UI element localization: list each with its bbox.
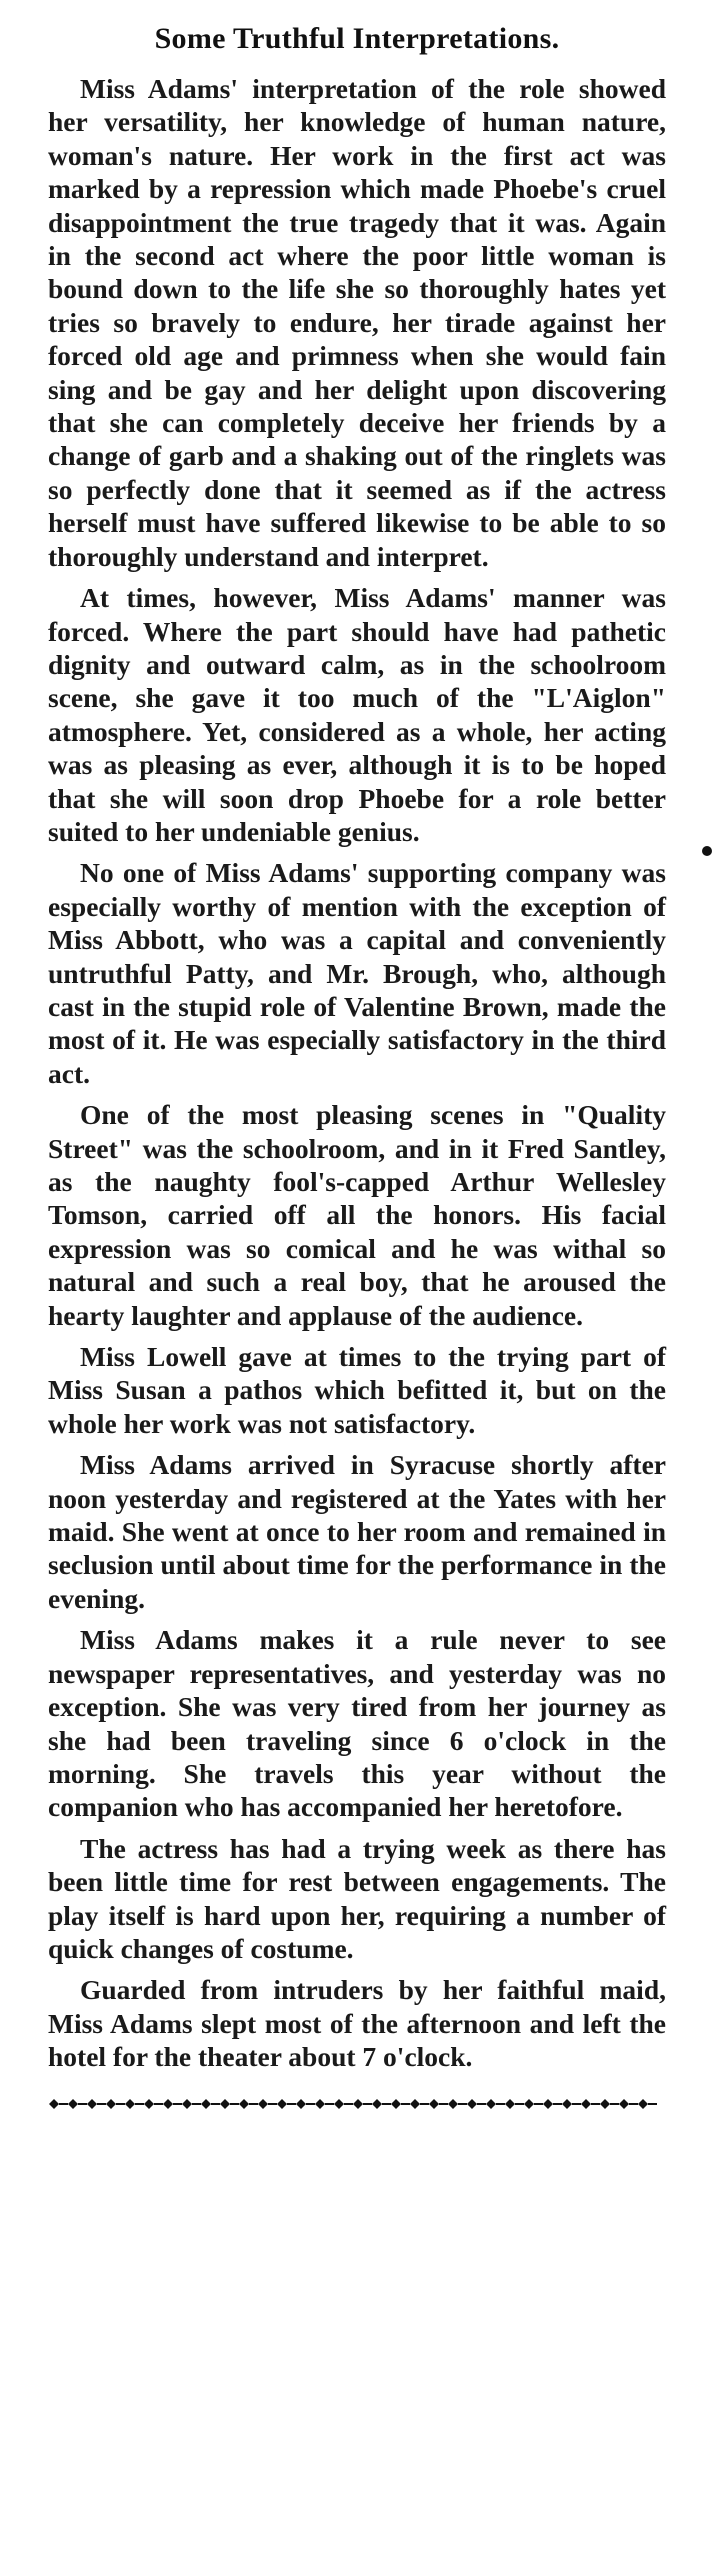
- rule-dash-mark: [439, 2103, 448, 2105]
- rule-diamond-mark: [239, 2099, 249, 2109]
- rule-diamond-mark: [144, 2099, 154, 2109]
- rule-diamond-mark: [315, 2099, 325, 2109]
- rule-diamond-mark: [524, 2099, 534, 2109]
- rule-dash-mark: [268, 2103, 277, 2105]
- rule-dash-mark: [344, 2103, 353, 2105]
- article-paragraph-9: Guarded from intruders by her faithful maid, Miss Adams slept most of the afternoon and left the hotel for the theater about 7 o'clock.: [48, 1974, 666, 2073]
- article-column: [48, 22, 666, 2112]
- rule-dash-mark: [382, 2103, 391, 2105]
- rule-diamond-mark: [220, 2099, 230, 2109]
- rule-diamond-mark: [581, 2099, 591, 2109]
- rule-dash-mark: [648, 2103, 657, 2105]
- rule-diamond-mark: [106, 2099, 116, 2109]
- rule-dash-mark: [610, 2103, 619, 2105]
- article-paragraph-8: The actress has had a trying week as there has been little time for rest between engagements. The play itself is hard upon her, requiring a number of quick changes of costume.: [48, 1832, 666, 1964]
- rule-dash-mark: [192, 2103, 201, 2105]
- rule-dash-mark: [306, 2103, 315, 2105]
- rule-diamond-mark: [505, 2099, 515, 2109]
- rule-dash-mark: [420, 2103, 429, 2105]
- rule-diamond-mark: [258, 2099, 268, 2109]
- rule-diamond-mark: [638, 2099, 648, 2109]
- rule-diamond-mark: [201, 2099, 211, 2109]
- rule-dash-mark: [363, 2103, 372, 2105]
- rule-dash-mark: [591, 2103, 600, 2105]
- rule-dash-mark: [249, 2103, 258, 2105]
- article-paragraph-6: Miss Adams arrived in Syracuse shortly after noon yesterday and registered at the Yates with her maid. She went at once to her room and remained in seclusion until about time for the performance in the evening.: [48, 1449, 666, 1614]
- rule-diamond-mark: [353, 2099, 363, 2109]
- rule-dash-mark: [458, 2103, 467, 2105]
- rule-dash-mark: [496, 2103, 505, 2105]
- rule-dash-mark: [325, 2103, 334, 2105]
- rule-dash-mark: [211, 2103, 220, 2105]
- rule-dash-mark: [401, 2103, 410, 2105]
- rule-diamond-mark: [562, 2099, 572, 2109]
- rule-diamond-mark: [391, 2099, 401, 2109]
- ink-spot: [702, 846, 712, 856]
- rule-diamond-mark: [372, 2099, 382, 2109]
- rule-dash-mark: [230, 2103, 239, 2105]
- rule-dash-mark: [287, 2103, 296, 2105]
- rule-dash-mark: [173, 2103, 182, 2105]
- rule-dash-mark: [477, 2103, 486, 2105]
- rule-diamond-mark: [429, 2099, 439, 2109]
- rule-diamond-mark: [448, 2099, 458, 2109]
- rule-diamond-mark: [486, 2099, 496, 2109]
- rule-dash-mark: [553, 2103, 562, 2105]
- rule-diamond-mark: [87, 2099, 97, 2109]
- article-paragraph-4: One of the most pleasing scenes in "Quality Street" was the schoolroom, and in it Fred Santley, as the naughty fool's-capped Arthur Wellesley Tomson, carried off all the honors. His facial expression was so comical and he was withal so natural and such a real boy, that he aroused the hearty laughter and applause of the audience.: [48, 1099, 666, 1331]
- rule-dash-mark: [154, 2103, 163, 2105]
- rule-diamond-mark: [600, 2099, 610, 2109]
- rule-dash-mark: [116, 2103, 125, 2105]
- article-paragraph-2: At times, however, Miss Adams' manner was forced. Where the part should have had pathetic dignity and outward calm, as in the schoolroom scene, she gave it too much of the "L'Aiglon" atmosphere. Yet, considered as a whole, her acting was as pleasing as ever, although it is to be hoped that she will soon drop Phoebe for a role better suited to her undeniable genius.: [48, 582, 666, 847]
- rule-dash-mark: [97, 2103, 106, 2105]
- rule-dash-mark: [515, 2103, 524, 2105]
- rule-dash-mark: [135, 2103, 144, 2105]
- rule-diamond-mark: [277, 2099, 287, 2109]
- decorative-dotted-rule: [48, 2096, 666, 2112]
- rule-dash-mark: [78, 2103, 87, 2105]
- rule-dash-mark: [629, 2103, 638, 2105]
- rule-diamond-mark: [125, 2099, 135, 2109]
- rule-diamond-mark: [410, 2099, 420, 2109]
- rule-diamond-mark: [163, 2099, 173, 2109]
- rule-diamond-mark: [619, 2099, 629, 2109]
- rule-dash-mark: [572, 2103, 581, 2105]
- rule-diamond-mark: [49, 2099, 59, 2109]
- rule-diamond-mark: [334, 2099, 344, 2109]
- rule-diamond-mark: [467, 2099, 477, 2109]
- article-paragraph-7: Miss Adams makes it a rule never to see newspaper representatives, and yesterday was no exception. She was very tired from her journey as she had been traveling since 6 o'clock in the morning. She travels this year without the companion who has accompanied her heretofore.: [48, 1624, 666, 1823]
- article-headline: Some Truthful Interpretations.: [154, 22, 560, 55]
- rule-diamond-mark: [543, 2099, 553, 2109]
- rule-dash-mark: [59, 2103, 68, 2105]
- rule-diamond-mark: [296, 2099, 306, 2109]
- article-paragraph-3: No one of Miss Adams' supporting company was especially worthy of mention with the exception of Miss Abbott, who was a capital and conveniently untruthful Patty, and Mr. Brough, who, although cast in the stupid role of Valentine Brown, made the most of it. He was especially satisfactory in the third act.: [48, 857, 666, 1089]
- rule-diamond-mark: [182, 2099, 192, 2109]
- rule-diamond-mark: [68, 2099, 78, 2109]
- rule-dash-mark: [534, 2103, 543, 2105]
- article-paragraph-1: Miss Adams' interpretation of the role showed her versatility, her knowledge of human nature, woman's nature. Her work in the first act was marked by a repression which made Phoebe's cruel disappointment the true tragedy that it was. Again in the second act where the poor little woman is bound down to the life she so thoroughly hates yet tries so bravely to endure, her tirade against her forced old age and primness when she would fain sing and be gay and her delight upon discovering that she can completely deceive her friends by a change of garb and a shaking out of the ringlets was so perfectly done that it seemed as if the actress herself must have suffered likewise to be able to so thoroughly understand and interpret.: [48, 73, 666, 572]
- article-paragraph-5: Miss Lowell gave at times to the trying part of Miss Susan a pathos which befitted it, but on the whole her work was not satisfactory.: [48, 1341, 666, 1439]
